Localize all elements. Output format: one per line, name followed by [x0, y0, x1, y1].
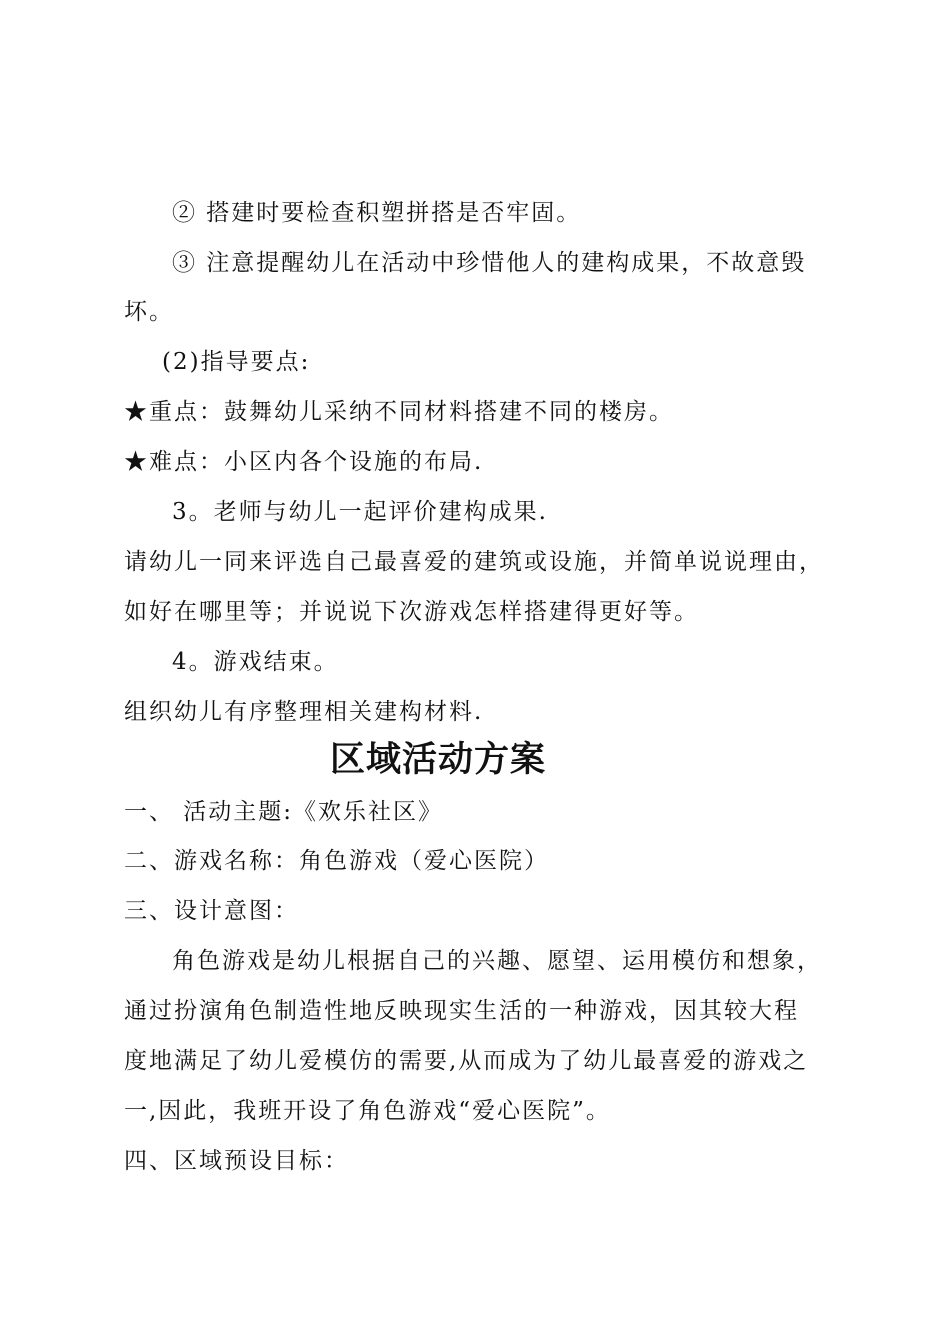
paragraph-check-stability: ② 搭建时要检查积塑拼搭是否牢固。 [172, 200, 582, 226]
paragraph-design-intent-cont-1: 通过扮演角色制造性地反映现实生活的一种游戏，因其较大程 [124, 998, 799, 1024]
paragraph-tidy-up: 组织幼儿有序整理相关建构材料. [124, 699, 484, 725]
paragraph-design-intent-cont-2: 度地满足了幼儿爱模仿的需要,从而成为了幼儿最喜爱的游戏之 [124, 1048, 809, 1074]
paragraph-evaluation: 请幼儿一同来评选自己最喜爱的建筑或设施，并简单说说理由， [124, 549, 824, 575]
heading-step-4-end: 4。游戏结束。 [172, 649, 339, 675]
paragraph-cherish-results-cont: 坏。 [124, 299, 174, 325]
section-title: 区域活动方案 [329, 739, 546, 780]
paragraph-design-intent-cont-3: 一,因此，我班开设了角色游戏“爱心医院”。 [124, 1098, 611, 1124]
item-game-name: 二、游戏名称：角色游戏（爱心医院） [124, 848, 549, 874]
paragraph-design-intent: 角色游戏是幼儿根据自己的兴趣、愿望、运用模仿和想象， [172, 948, 822, 974]
heading-step-3-evaluation: 3。老师与幼儿一起评价建构成果. [172, 499, 548, 525]
list-item-difficult-point: ★难点：小区内各个设施的布局. [124, 449, 484, 475]
list-item-key-point: ★重点：鼓舞幼儿采纳不同材料搭建不同的楼房。 [124, 399, 674, 425]
paragraph-cherish-results: ③ 注意提醒幼儿在活动中珍惜他人的建构成果，不故意毁 [172, 250, 807, 276]
item-area-goals: 四、区域预设目标： [124, 1148, 349, 1174]
paragraph-evaluation-cont: 如好在哪里等；并说说下次游戏怎样搭建得更好等。 [124, 599, 699, 625]
heading-guidance-points: (2)指导要点: [162, 349, 311, 375]
item-activity-theme: 一、 活动主题:《欢乐社区》 [124, 799, 444, 825]
item-design-intent: 三、设计意图： [124, 898, 299, 924]
